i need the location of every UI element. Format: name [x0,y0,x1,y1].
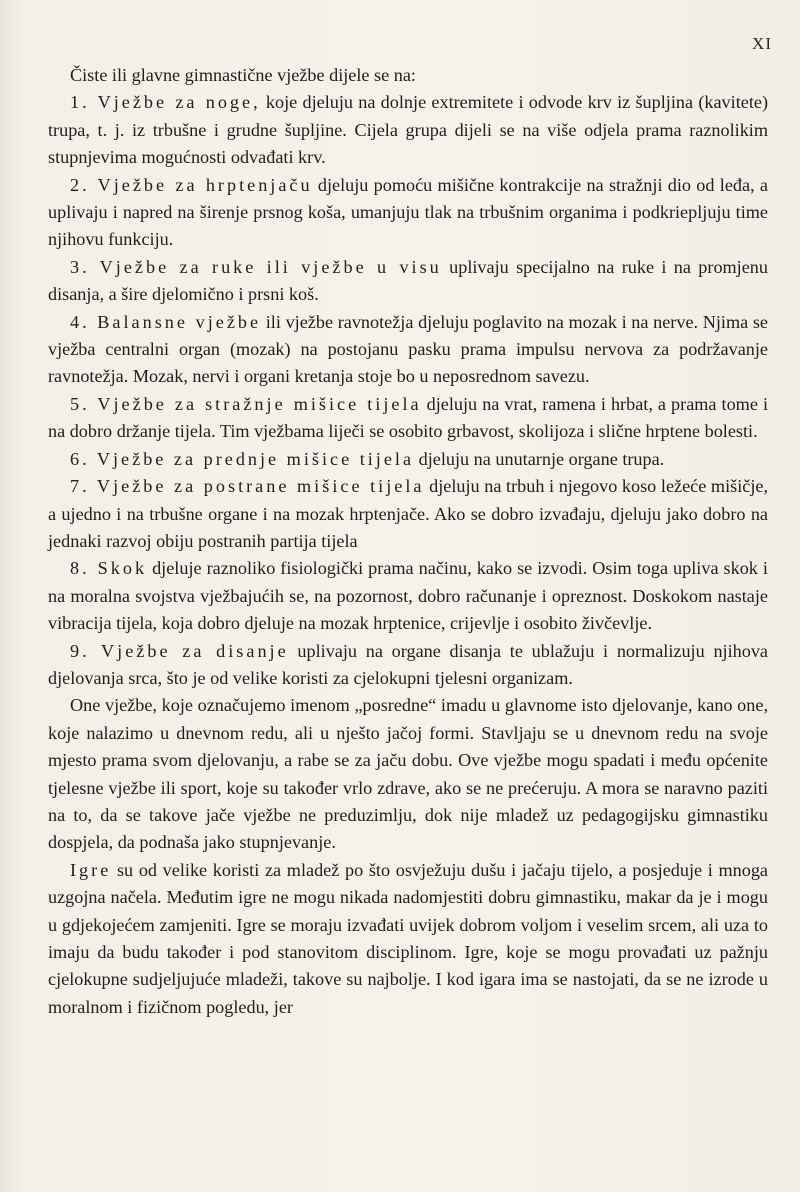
paragraph-text: uplivaju na organe disanja te ublažuju i normalizuju njihova djelovanja srca, što je od velike koristi za cjelokupni tjelesni organizam. [48,640,768,688]
paragraph-text: One vježbe, koje označujemo imenom „posredne“ imadu u glavnome isto djelovanje, kano one, koje nalazimo u dnevnom redu, ali u nješto jačoj formi. Stavljaju se u dnevnom redu na svoje mjesto prama svom djelovanju, a rabe se za jaču dobu. Ove vježbe mogu spadati i među općenite tjelesne vježbe ili sport, koje su također vrlo zdrave, ako se ne prećeruju. A mora se naravno paziti na to, da se takove jače vježbe ne preduzimlju, dok nije mladež uz pedagogijsku gimnastiku dospjela, da podnaša jako stupnjevanje. [48,695,768,853]
intro-paragraph [48,62,768,89]
exercise-heading: 1. Vježbe za noge, [70,92,261,113]
page-number: XI [752,34,772,53]
exercise-heading: 4. Balansne vježbe [70,311,262,332]
exercise-heading: 8. Skok [70,558,148,579]
exercise-paragraph-6 [48,446,768,473]
exercise-paragraph-8 [48,555,768,637]
indirect-exercises-paragraph [48,692,768,856]
paragraph-text: koje djeluju na dolnje extremitete i odvode krv iz šupljina (kavitete) trupa, t. j. iz trbušne i grudne šupljine. Cijela grupa dijeli se na više odjela prama raznolikim stupnjevima mogućnosti odvađati krv. [48,92,768,168]
paragraph-text: djeluju na trbuh i njegovo koso ležeće mišičje, a ujedno i na trbušne organe i na mozak hrptenjače. Ako se dobro izvađaju, djeluju jako dobro na jednaki razvoj obiju postranih partija tijela [48,476,769,551]
exercise-paragraph-2 [48,172,768,254]
paragraph-text: su od velike koristi za mladež po što osvježuju dušu i jačaju tijelo, a posjeduje i mnoga uzgojna načela. Međutim igre ne mogu nikada nadomjestiti dobru gimnastiku, makar da je i mogu u gdjekojećem zamjeniti. Igre se moraju izvađati uvijek dobrom voljom i veselim srcem, ali uza to imaju da budu također i pod stanovitom disciplinom. Igre, koje se mogu provađati uz pažnju cjelokupne sudjeljujuće mladeži, takove su najbolje. I kod igara ima se nastojati, da se ne izrode u moralnom i fizičnom pogledu, jer [48,859,768,1017]
exercise-paragraph-5 [48,391,768,446]
paragraph-text: ili vježbe ravnotežja djeluju poglavito na mozak i na nerve. Njima se vježba centralni organ (mozak) na postojanu pasku prama impulsu nervova za podržavanje ravnotežja. Mozak, nervi i organi kretanja stoje bo u neposrednom savezu. [48,311,768,387]
exercise-heading: 3. Vježbe za ruke ili vježbe u visu [70,256,442,277]
paragraph-text: djeluju na unutarnje organe trupa. [414,448,665,469]
paragraph-text: djeluje raznoliko fisiologički prama načinu, kako se izvodi. Osim toga upliva skok i na moralna svojstva vježbajućih se, na pozornost, dobro računanje i opreznost. Doskokom nastaje vibracija tijela, koja dobro djeluje na mozak hrptenice, crijevlje i osobito živčevlje. [48,558,768,634]
exercise-paragraph-4 [48,309,768,391]
exercise-heading: 7. Vježbe za postrane mišice tijela [70,476,425,497]
exercise-heading: 9. Vježbe za disanje [70,640,289,661]
exercise-paragraph-1 [48,89,768,171]
games-paragraph [48,857,768,1021]
paragraph-text: Čiste ili glavne gimnastične vježbe dijele se na: [70,65,416,85]
exercise-paragraph-3 [48,254,768,309]
games-heading: Igre [70,859,112,880]
exercise-paragraph-7 [48,473,768,555]
paragraph-text: djeluju na vrat, ramena i hrbat, a prama tome i na dobro držanje tijela. Tim vježbama liječi se osobito grbavost, skolijoza i slične hrptene bolesti. [48,393,769,442]
paragraph-text: uplivaju specijalno na ruke i na promjenu disanja, a šire djelomično i prsni koš. [48,256,768,305]
exercise-heading: 6. Vježbe za prednje mišice tijela [70,448,415,469]
body-text [48,62,768,1021]
exercise-paragraph-9 [48,638,768,693]
exercise-heading: 5. Vježbe za stražnje mišice tijela [70,393,422,414]
exercise-heading: 2. Vježbe za hrptenjaču [70,174,313,195]
paragraph-text: djeluju pomoću mišične kontrakcije na stražnji dio od leđa, a uplivaju i napred na širenje prsnog koša, umanjuju tlak na trbušnim organima i podkriepljuju time njihovu funkciju. [48,174,768,250]
